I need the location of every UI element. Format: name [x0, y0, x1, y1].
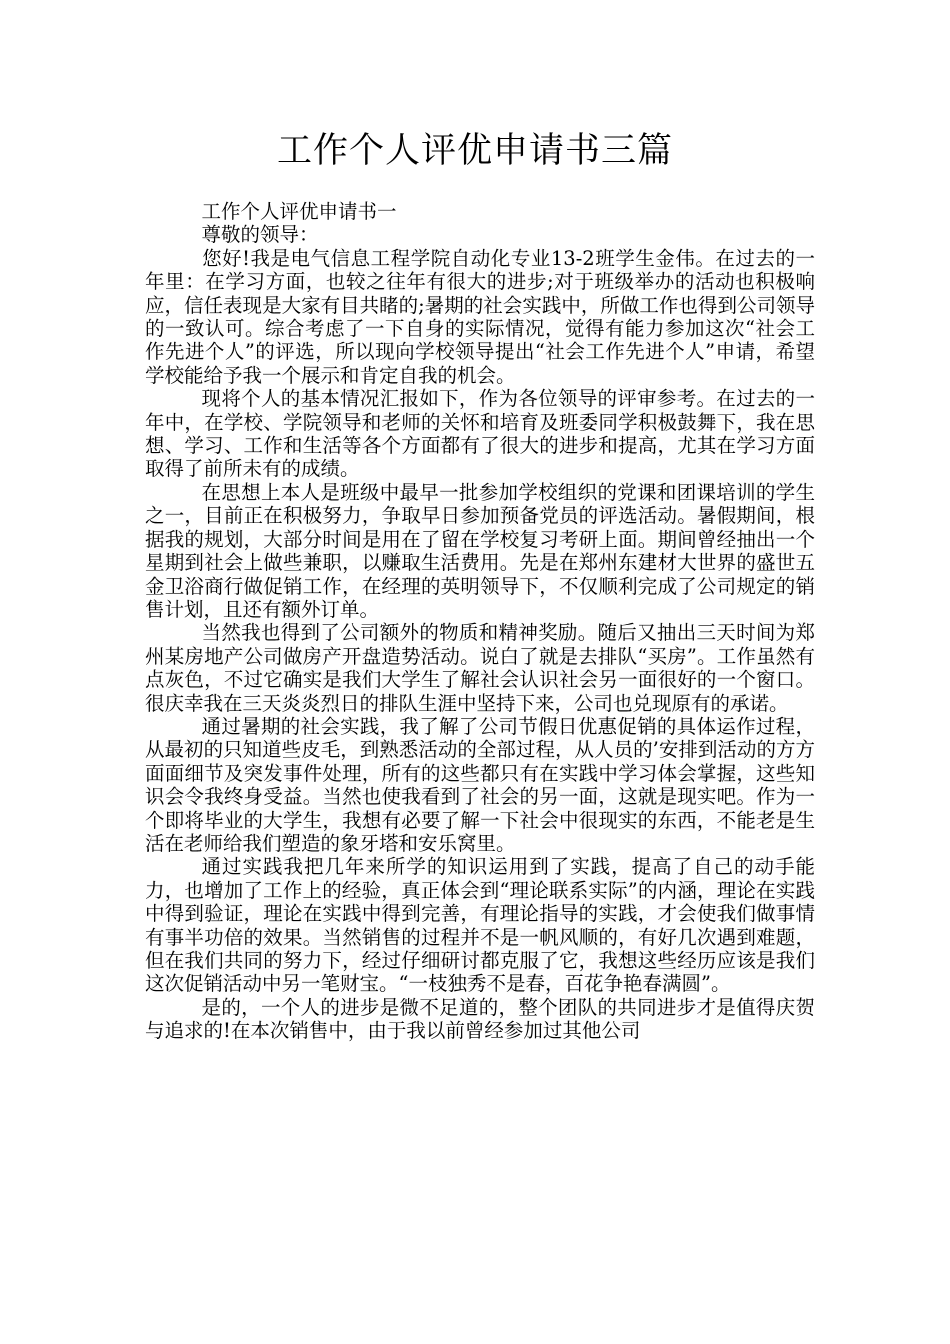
body-paragraph: 当然我也得到了公司额外的物质和精神奖励。随后又抽出三天时间为郑州某房地产公司做房产开盘造势活动。说白了就是去排队“买房”。工作虽然有点灰色，不过它确实是我们大学生了解社会认识社会另一面很好的一个窗口。很庆幸我在三天炎炎烈日的排队生涯中坚持下来，公司也兑现原有的承诺。	[145, 621, 815, 715]
document-body	[145, 200, 815, 1043]
section-heading: 工作个人评优申请书一	[201, 200, 397, 223]
body-paragraph: 在思想上本人是班级中最早一批参加学校组织的党课和团课培训的学生之一，目前正在积极努力，争取早日参加预备党员的评选活动。暑假期间，根据我的规划，大部分时间是用在了留在学校复习考研上面。期间曾经抽出一个星期到社会上做些兼职，以赚取生活费用。先是在郑州东建材大世界的盛世五金卫浴商行做促销工作，在经理的英明领导下，不仅顺利完成了公司规定的销售计划，且还有额外订单。	[145, 480, 815, 621]
salutation: 尊敬的领导：	[201, 223, 319, 247]
body-paragraph: 您好!我是电气信息工程学院自动化专业13-2班学生金伟。在过去的一年里：在学习方面，也较之往年有很大的进步;对于班级举办的活动也积极响应，信任表现是大家有目共睹的;暑期的社会实践中，所做工作也得到公司领导的一致认可。综合考虑了一下自身的实际情况，觉得有能力参加这次“社会工作先进个人”的评选，所以现向学校领导提出“社会工作先进个人”申请，希望学校能给予我一个展示和肯定自我的机会。	[145, 246, 815, 387]
body-paragraph: 通过实践我把几年来所学的知识运用到了实践，提高了自己的动手能力，也增加了工作上的经验，真正体会到“理论联系实际”的内涵，理论在实践中得到验证，理论在实践中得到完善，有理论指导的实践，才会使我们做事情有事半功倍的效果。当然销售的过程并不是一帆风顺的，有好几次遇到难题，但在我们共同的努力下，经过仔细研讨都克服了它，我想这些经历应该是我们这次促销活动中另一笔财宝。“一枝独秀不是春，百花争艳春满圆”。	[145, 855, 815, 996]
document-title: 工作个人评优申请书三篇	[276, 131, 673, 171]
body-paragraph: 现将个人的基本情况汇报如下，作为各位领导的评审参考。在过去的一年中，在学校、学院领导和老师的关怀和培育及班委同学积极鼓舞下，我在思想、学习、工作和生活等各个方面都有了很大的进步和提高，尤其在学习方面取得了前所未有的成绩。	[145, 387, 815, 481]
body-paragraph: 是的，一个人的进步是微不足道的，整个团队的共同进步才是值得庆贺与追求的!在本次销售中，由于我以前曾经参加过其他公司	[145, 995, 815, 1043]
body-paragraph: 通过暑期的社会实践，我了解了公司节假日优惠促销的具体运作过程，从最初的只知道些皮毛，到熟悉活动的全部过程，从人员的’安排到活动的方方面面细节及突发事件处理，所有的这些都只有在实践中学习体会掌握，这些知识会令我终身受益。当然也使我看到了社会的另一面，这就是现实吧。作为一个即将毕业的大学生，我想有必要了解一下社会中很现实的东西，不能老是生活在老师给我们塑造的象牙塔和安乐窝里。	[145, 714, 815, 855]
